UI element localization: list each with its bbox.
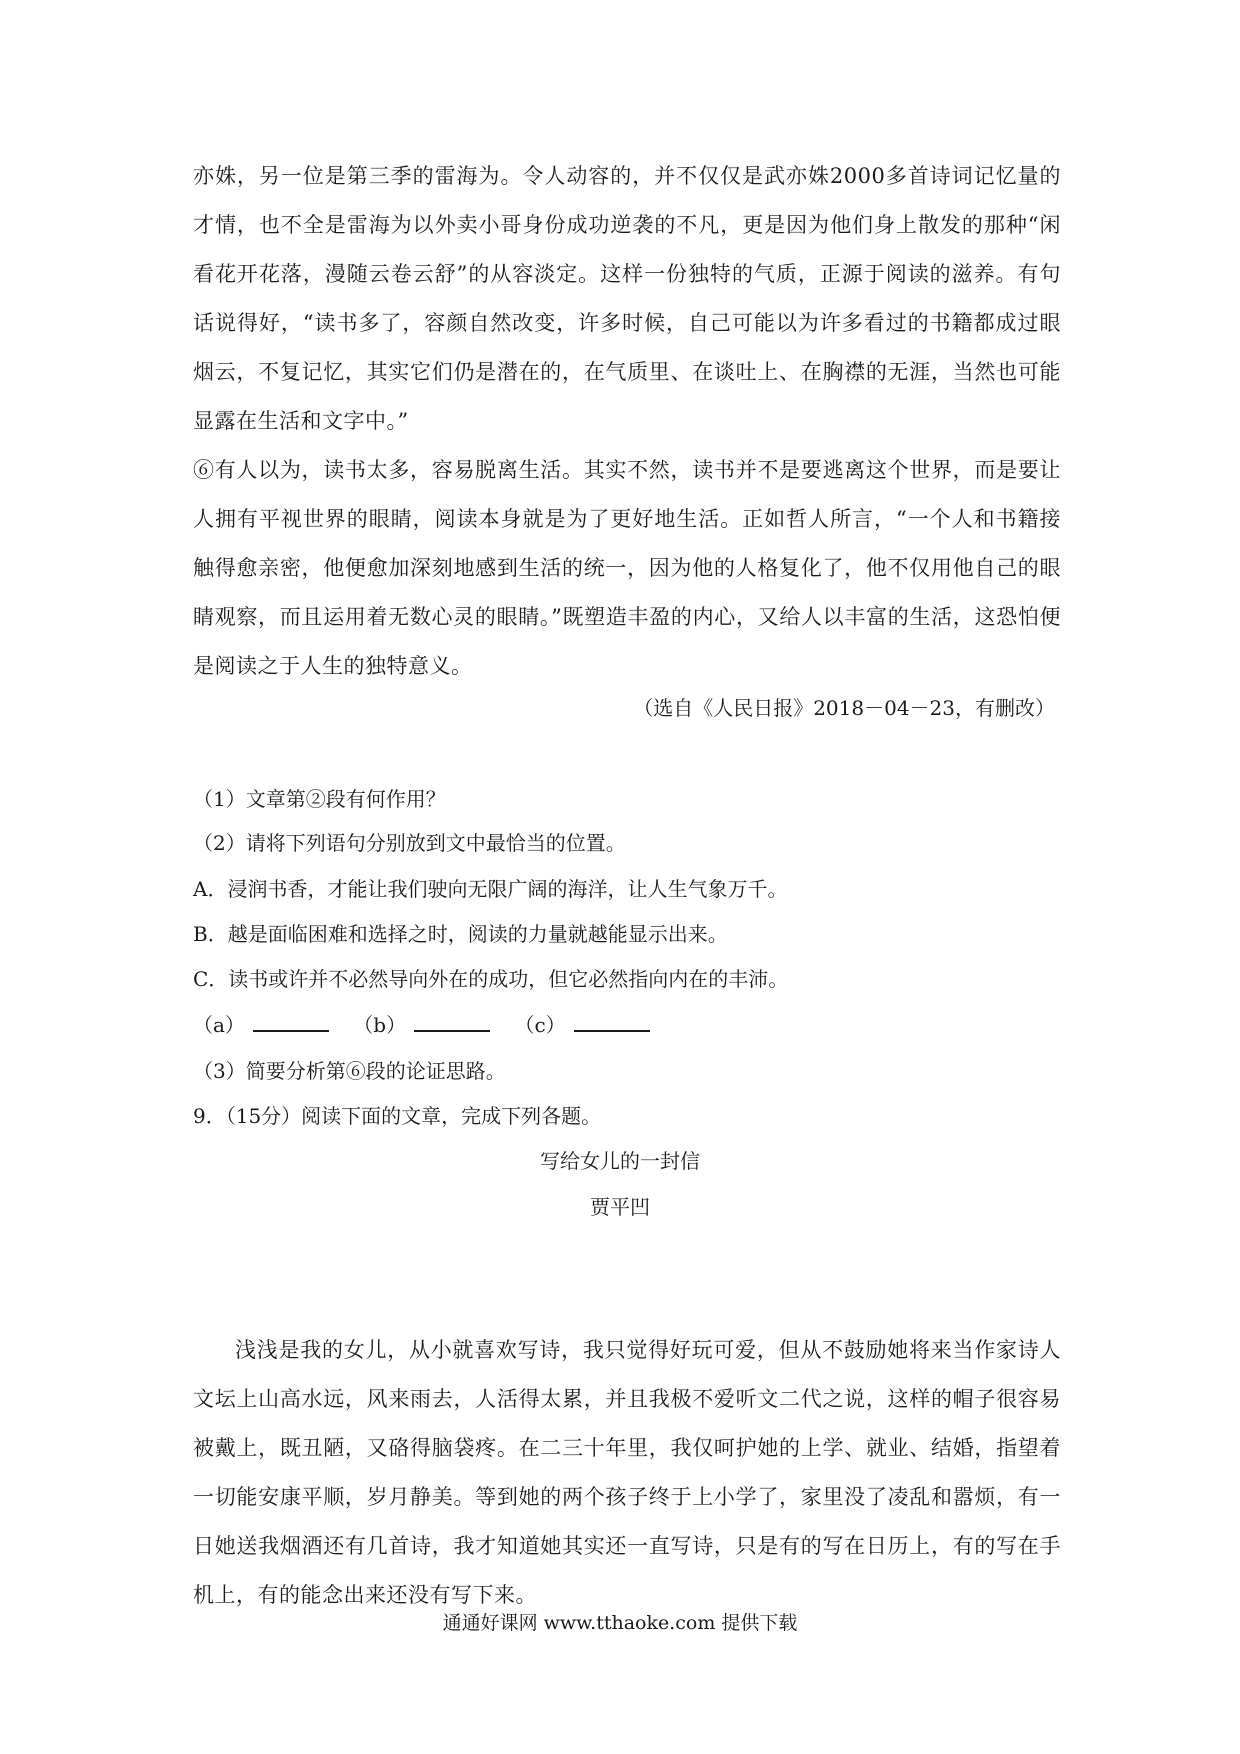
passage-paragraph-continued: 亦姝，另一位是第三季的雷海为。令人动容的，并不仅仅是武亦姝2000多首诗词记忆量的才情，也不全是雷海为以外卖小哥身份成功逆袭的不凡，更是因为他们身上散发的那种“闲看花开花落，漫随云卷云舒”的从容淡定。这样一份独特的气质，正源于阅读的滋养。有句话说得好，“读书多了，容颜自然改变，许多时候，自己可能以为许多看过的书籍都成过眼烟云，不复记忆，其实它们仍是潜在的，在气质里、在谈吐上、在胸襟的无涯，当然也可能显露在生活和文字中。” — [193, 164, 1061, 433]
question-9: 9．（15分）阅读下面的文章，完成下列各题。 — [193, 1104, 602, 1128]
page-footer: 通通好课网 www.tthaoke.com 提供下载 — [442, 1612, 798, 1634]
option-c: C．读书或许并不必然导向外在的成功，但它必然指向内在的丰沛。 — [193, 967, 789, 991]
option-b: B．越是面临困难和选择之时，阅读的力量就越能显示出来。 — [193, 922, 728, 946]
blank-b-line[interactable] — [414, 1012, 490, 1032]
blank-a-label: （a） — [193, 1013, 245, 1037]
blank-a-line[interactable] — [253, 1012, 329, 1032]
blank-c-line[interactable] — [574, 1012, 650, 1032]
question-3: （3）简要分析第⑥段的论证思路。 — [193, 1059, 506, 1083]
option-a: A．浸润书香，才能让我们驶向无限广阔的海洋，让人生气象万千。 — [193, 877, 788, 901]
passage-source: （选自《人民日报》2018－04－23，有删改） — [633, 696, 1055, 720]
essay-author: 贾平凹 — [590, 1195, 650, 1219]
passage-paragraph-6: ⑥有人以为，读书太多，容易脱离生活。其实不然，读书并不是要逃离这个世界，而是要让人拥有平视世界的眼睛，阅读本身就是为了更好地生活。正如哲人所言，“一个人和书籍接触得愈亲密，他便愈加深刻地感到生活的统一，因为他的人格复化了，他不仅用他自己的眼睛观察，而且运用着无数心灵的眼睛。”既塑造丰盈的内心，又给人以丰富的生活，这恐怕便是阅读之于人生的独特意义。 — [193, 458, 1061, 678]
answer-blanks — [193, 1010, 668, 1040]
blank-b-label: （b） — [353, 1013, 407, 1037]
question-1: （1）文章第②段有何作用？ — [193, 787, 446, 811]
question-2: （2）请将下列语句分别放到文中最恰当的位置。 — [193, 831, 626, 855]
essay-paragraph-1: 浅浅是我的女儿，从小就喜欢写诗，我只觉得好玩可爱，但从不鼓励她将来当作家诗人文坛上山高水远，风来雨去，人活得太累，并且我极不爱听文二代之说，这样的帽子很容易被戴上，既丑陋，又硌得脑袋疼。在二三十年里，我仅呵护她的上学、就业、结婚，指望着一切能安康平顺，岁月静美。等到她的两个孩子终于上小学了，家里没了凌乱和嚣烦，有一日她送我烟酒还有几首诗，我才知道她其实还一直写诗，只是有的写在日历上，有的写在手机上，有的能念出来还没有写下来。 — [193, 1338, 1061, 1607]
blank-c-label: （c） — [514, 1013, 566, 1037]
essay-title: 写给女儿的一封信 — [540, 1149, 700, 1173]
